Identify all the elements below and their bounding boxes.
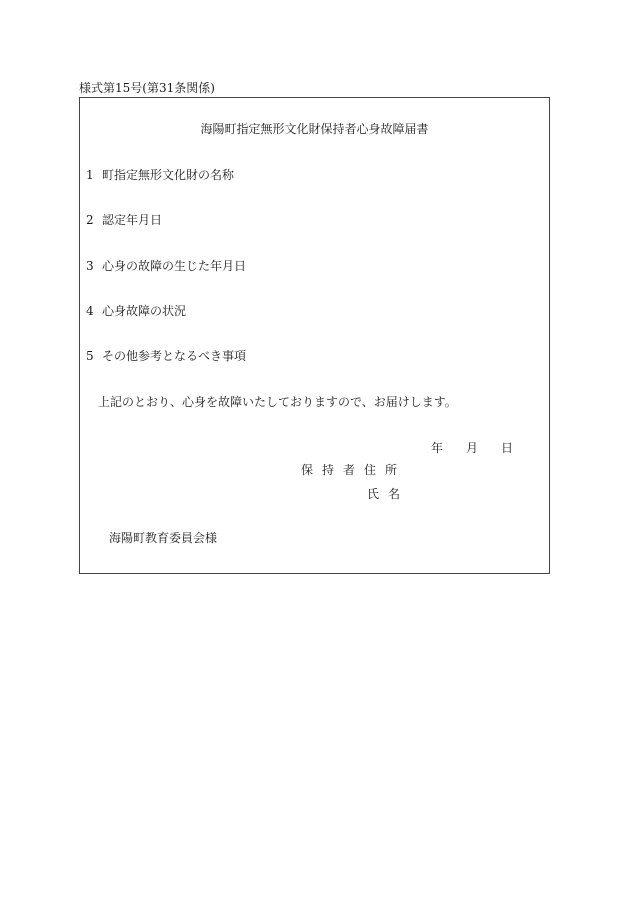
item-label: その他参考となるべき事項	[102, 349, 247, 363]
item-label: 町指定無形文化財の名称	[102, 168, 235, 182]
item-other-notes	[86, 348, 246, 364]
form-number: 様式第15号(第31条関係)	[79, 81, 215, 95]
date-year-label: 年	[431, 441, 444, 455]
item-label: 認定年月日	[102, 213, 163, 227]
item-label: 心身故障の状況	[102, 304, 187, 318]
notification-statement: 上記のとおり、心身を故障いたしておりますので、お届けします。	[98, 395, 457, 409]
item-disability-condition	[86, 303, 186, 319]
date-month-label: 月	[466, 441, 479, 455]
addressee: 海陽町教育委員会様	[109, 531, 218, 545]
item-disability-date	[86, 258, 246, 274]
item-number: 4	[86, 304, 94, 318]
holder-name-label: 氏名	[367, 487, 410, 501]
item-number: 5	[86, 349, 94, 363]
item-heritage-name	[86, 167, 234, 183]
item-number: 3	[86, 259, 94, 273]
item-number: 1	[86, 168, 94, 182]
item-label: 心身の故障の生じた年月日	[102, 259, 247, 273]
notification-form	[79, 97, 550, 574]
item-number: 2	[86, 213, 94, 227]
document-title: 海陽町指定無形文化財保持者心身故障届書	[200, 122, 429, 136]
item-certification-date	[86, 212, 162, 228]
holder-address-label: 保持者住所	[301, 463, 407, 477]
date-day-label: 日	[501, 441, 514, 455]
